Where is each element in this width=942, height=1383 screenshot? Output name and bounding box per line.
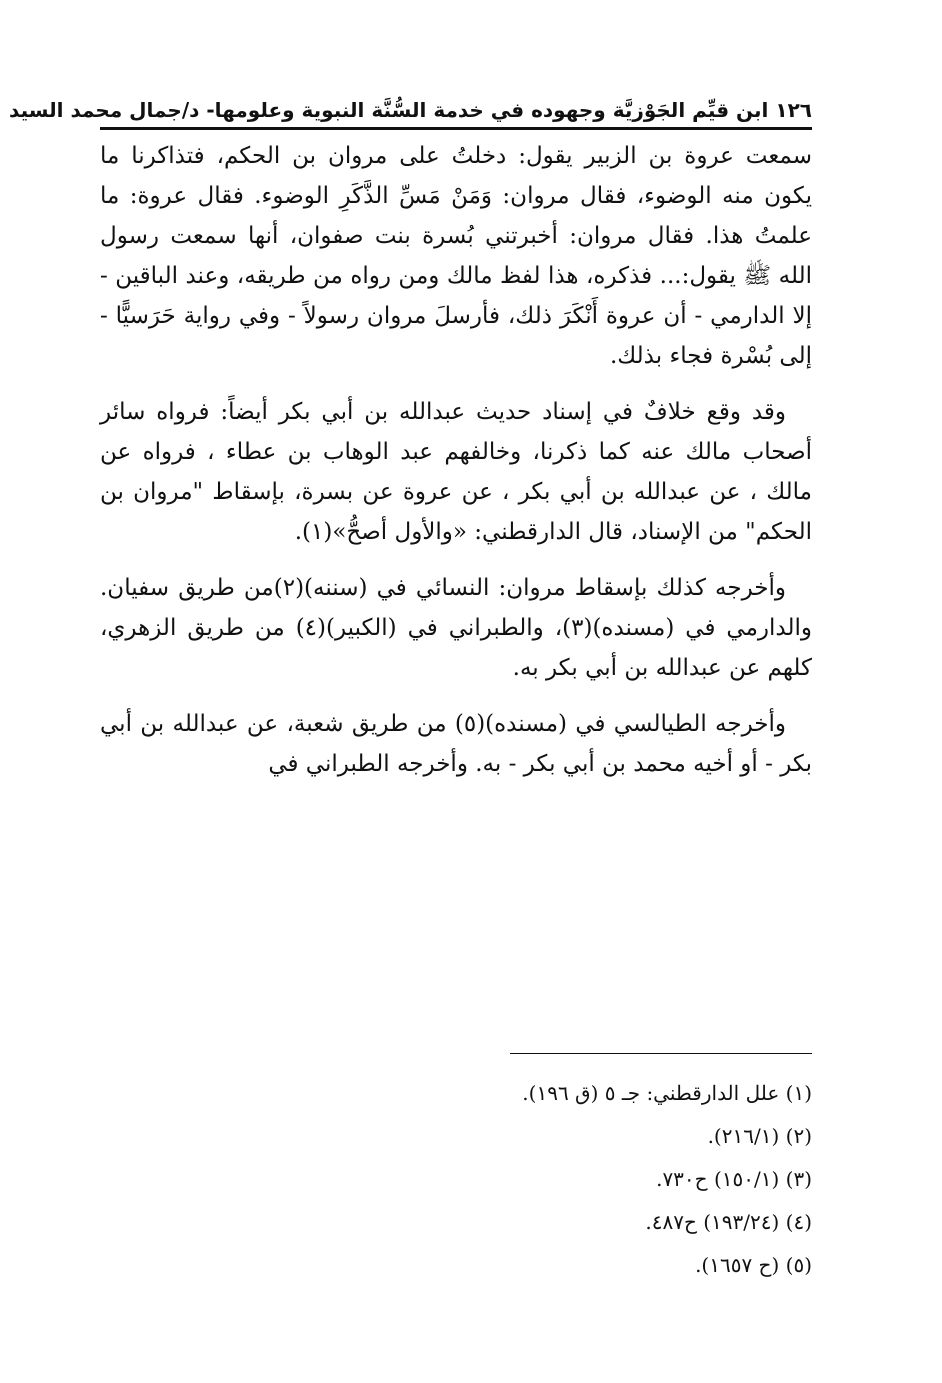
footnote-5: (٥) (ح ١٦٥٧). <box>695 1253 812 1277</box>
paragraph-3: وأخرجه كذلك بإسقاط مروان: النسائي في (سننه)(٢)من طريق سفيان. والدارمي في (مسنده)(٣)، والطبراني في (الكبير)(٤) من طريق الزهري، كلهم عن عبدالله بن أبي بكر به. <box>100 575 812 681</box>
footnote-separator <box>510 1053 812 1054</box>
book-title: ابن قيِّم الجَوْزيَّة وجهوده في خدمة السُّنَّة النبوية وعلومها- د/جمال محمد السيد <box>9 98 769 122</box>
paragraph-1: سمعت عروة بن الزبير يقول: دخلتُ على مروان بن الحكم، فتذاكرنا ما يكون منه الوضوء، فقال مروان: وَمَنْ مَسِّ الذَّكَرِ الوضوء. فقال عروة: ما علمتُ هذا. فقال مروان: أخبرتني بُسرة بنت صفوان، أنها سمعت رسول الله ﷺ يقول:... فذكره، هذا لفظ مالك ومن رواه من طريقه، وعند الباقين - إلا الدارمي - أن عروة أَنْكَرَ ذلك، فأرسلَ مروان رسولاً - وفي رواية حَرَسيًّا - إلى بُسْرة فجاء بذلك. <box>100 143 812 369</box>
footnote-1: (١) علل الدارقطني: جـ ٥ (ق ١٩٦). <box>522 1081 812 1105</box>
footnote-4: (٤) (١٩٣/٢٤) ح٤٨٧. <box>645 1210 812 1234</box>
page-number: ١٢٦ <box>775 98 812 122</box>
footnotes <box>100 1072 812 1287</box>
page <box>9 95 812 800</box>
header-rule <box>100 127 812 130</box>
paragraph-4: وأخرجه الطيالسي في (مسنده)(٥) من طريق شعبة، عن عبدالله بن أبي بكر - أو أخيه محمد بن أبي بكر - به. وأخرجه الطبراني في <box>100 711 812 777</box>
paragraph-2: وقد وقع خلافٌ في إسناد حديث عبدالله بن أبي بكر أيضاً: فرواه سائر أصحاب مالك عنه كما ذكرنا، وخالفهم عبد الوهاب بن عطاء ، فرواه عن مالك ، عن عبدالله بن أبي بكر ، عن عروة عن بسرة، بإسقاط "مروان بن الحكم" من الإسناد، قال الدارقطني: «والأول أصحُّ»(١). <box>100 399 812 545</box>
footnote-3: (٣) (١٥٠/١) ح٧٣٠. <box>656 1167 812 1191</box>
footnote-2: (٢) (٢١٦/١). <box>707 1124 812 1148</box>
main-text <box>100 136 812 784</box>
running-header <box>9 95 812 127</box>
